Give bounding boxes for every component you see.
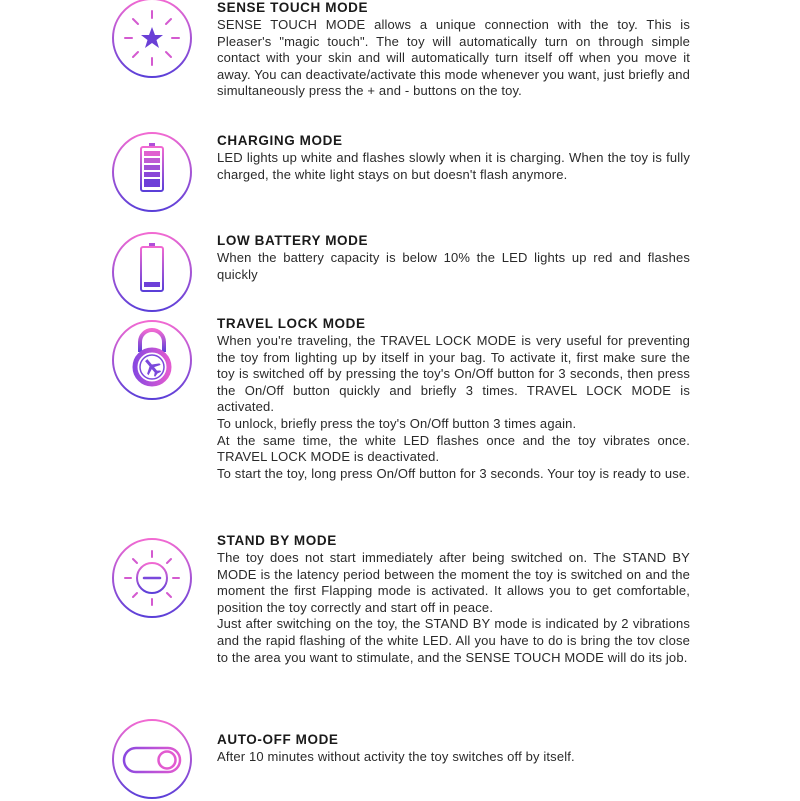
section-paragraph: SENSE TOUCH MODE allows a unique connection with the toy. This is Pleaser's "magic touch". The toy will automatically turn on through simple contact with your skin and will automatically turn itself off when you move it away. You can deactivate/activate this mode whenever you want, just briefly and simultaneously press the + and - buttons on the toy. (217, 17, 690, 99)
battery-full-icon (110, 130, 194, 214)
section-title: CHARGING MODE (217, 133, 343, 148)
section-title: STAND BY MODE (217, 533, 337, 548)
section-paragraph: To start the toy, long press On/Off button for 3 seconds. Your toy is ready to use. (217, 465, 691, 481)
section-paragraph: When the battery capacity is below 10% the LED lights up red and flashes quickly (217, 250, 690, 282)
section-paragraph: When you're traveling, the TRAVEL LOCK MODE is very useful for preventing the toy from lighting up by itself in your bag. To activate it, first make sure the toy is switched off by pressing the toy's On/Off button for 3 seconds, then press the On/Off button quickly and briefly 3 times. TRAVEL LOCK MODE is activated. (217, 333, 690, 415)
section-paragraph: Just after switching on the toy, the STAND BY mode is indicated by 2 vibrations and the rapid flashing of the white LED. All you have to do is bring the tov close to the area you want to stimulate, and the SENSE TOUCH MODE will do its job. (217, 616, 690, 665)
battery-low-icon (110, 230, 194, 314)
section-paragraph: After 10 minutes without activity the toy switches off by itself. (217, 749, 575, 764)
section-paragraph: LED lights up white and flashes slowly when it is charging. When the toy is fully charged, the white light stays on but doesn't flash anymore. (217, 150, 690, 182)
section-title: LOW BATTERY MODE (217, 233, 369, 248)
section-paragraph: At the same time, the white LED flashes once and the toy vibrates once. TRAVEL LOCK MODE is deactivated. (217, 432, 690, 465)
section-title: SENSE TOUCH MODE (217, 0, 369, 15)
toggle-switch-icon (110, 717, 194, 801)
standby-minus-icon (110, 536, 194, 620)
padlock-airplane-icon (110, 318, 194, 402)
section-title: TRAVEL LOCK MODE (217, 316, 366, 331)
section-paragraph: To unlock, briefly press the toy's On/Off button 3 times again. (217, 415, 577, 431)
section-title: AUTO-OFF MODE (217, 732, 339, 747)
sparkle-star-icon (110, 0, 194, 80)
section-paragraph: The toy does not start immediately after being switched on. The STAND BY MODE is the latency period between the moment the toy is switched on and the moment the first Flapping mode is activated. It allows you to get comfortable, position the toy correctly and start off in peace. (217, 550, 690, 615)
